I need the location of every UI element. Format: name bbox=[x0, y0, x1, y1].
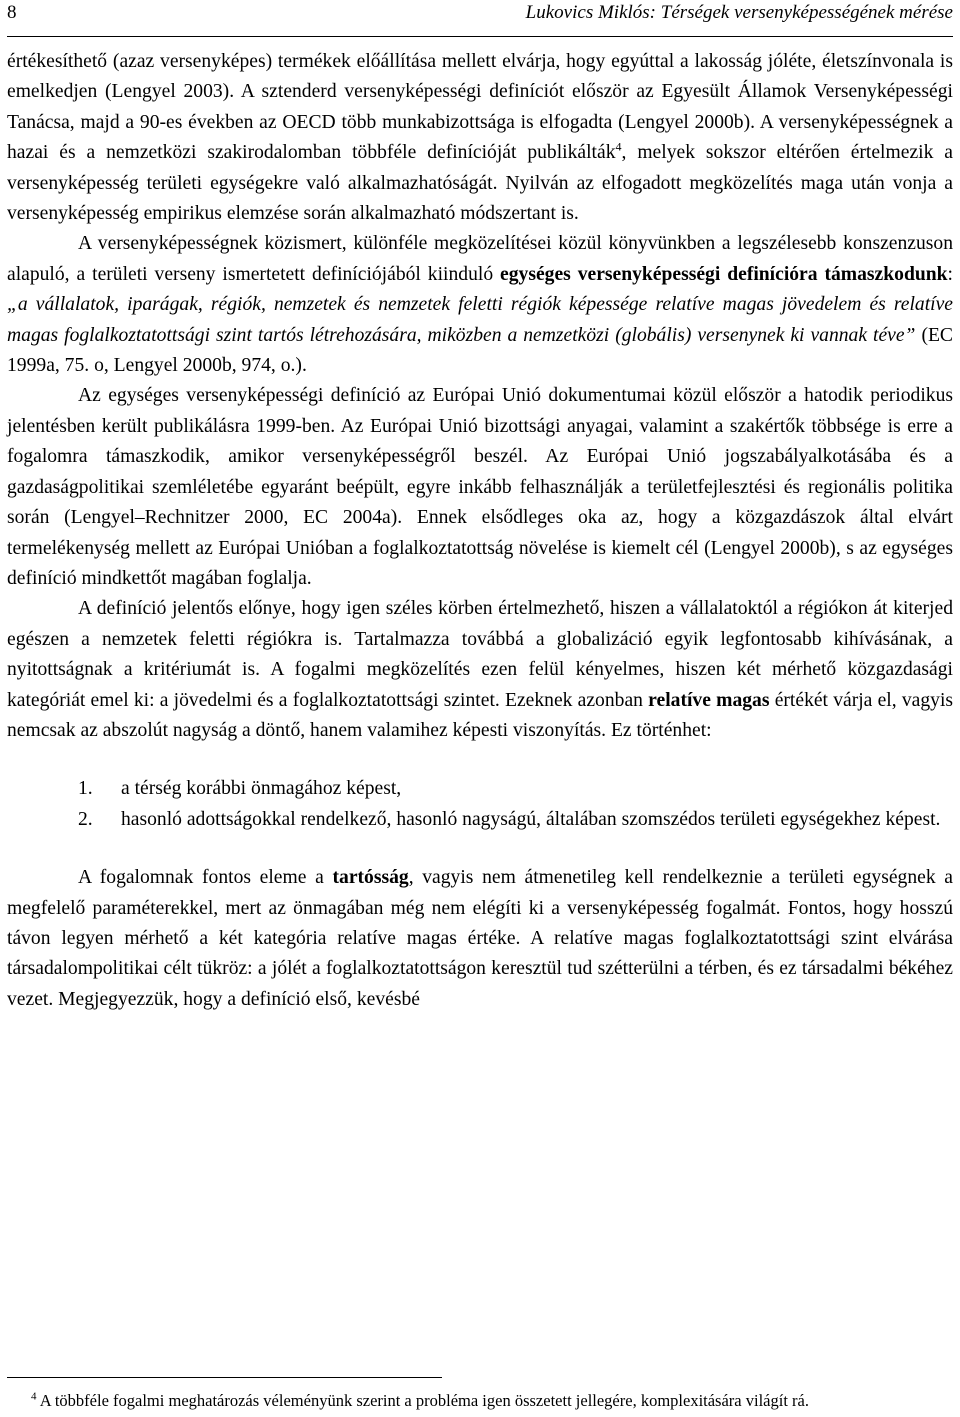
paragraph-1-rest: , melyek sokszor eltérően értelmezik a versenyképesség területi egységekre való alkalmazhatóságát. Nyilván az elfogadott megközelítés maga után vonja a versenyképesség empirikus elemzése során alkalmazható módszertant is. bbox=[7, 142, 953, 225]
paragraph-1 bbox=[7, 47, 953, 229]
page-number: 8 bbox=[7, 2, 17, 23]
paragraph-3: Az egységes versenyképességi definíció az Európai Unió dokumentumai közül először a hatodik periodikus jelentésben került publikálásra 1999-ben. Az Európai Unió bizottsági anyagai, valamint a szakértők többsége is erre a fogalomra támaszkodik, amikor versenyképességről beszél. Az Európai Unió jogszabályalkotásába és a gazdaságpolitikai szemléletébe egyaránt beépült, egyre inkább felhasználják a területfejlesztési és regionális politika során (Lengyel–Rechnitzer 2000, EC 2004a). Ennek elsődleges oka az, hogy a közgazdászok által elvárt termelékenység mellett az Európai Unióban a foglalkoztatottság növelése is kiemelt cél (Lengyel 2000b), s az egységes definíció mindkettőt magában foglalja. bbox=[7, 385, 953, 589]
list-item bbox=[7, 805, 953, 835]
list-item-text: a térség korábbi önmagához képest, bbox=[121, 778, 402, 800]
footnote-ref-4[interactable]: 4 bbox=[615, 139, 622, 154]
list-item-text: hasonló adottságokkal rendelkező, hasonló nagyságú, általában szomszédos területi egységekhez képest. bbox=[121, 808, 941, 830]
footnote-text: A többféle fogalmi meghatározás véleményünk szerint a probléma igen összetett jellegére, komplexitására világít rá. bbox=[39, 1391, 809, 1410]
paragraph-4-rest: értékét várja el, vagyis nemcsak az abszolút nagyság a döntő, hanem valamihez képesti viszonyítás. Ez történhet: bbox=[7, 689, 954, 741]
body-text bbox=[7, 47, 953, 1015]
paragraph-5-bold: tartósság bbox=[332, 867, 409, 889]
paragraph-5-text: A fogalomnak fontos eleme a bbox=[78, 867, 333, 889]
list-item-number: 1. bbox=[78, 778, 93, 800]
page-header bbox=[7, 0, 953, 37]
paragraph-2-citation: (EC 1999a, 75. o, Lengyel 2000b, 974, o.). bbox=[7, 324, 954, 377]
paragraph-4-bold: relatíve magas bbox=[648, 689, 770, 711]
paragraph-4-text: A definíció jelentős előnye, hogy igen széles körben értelmezhető, hiszen a vállalatoktól a régiókon át kiterjed egészen a nemzetek feletti régiókra is. Tartalmazza továbbá a globalizáció egyik legfontosabb kihívásának, a nyitottságnak a kritériumát is. A fogalmi megközelítés ezen felül kényelmes, hiszen két mérhető közgazdasági kategóriát emel ki: a jövedelmi és a foglalkoztatottsági szintet. Ezeknek azonban bbox=[7, 598, 953, 711]
footnote-mark: 4 bbox=[31, 1390, 37, 1403]
paragraph-2-colon: : bbox=[947, 263, 953, 285]
list-item-number: 2. bbox=[78, 808, 93, 830]
paragraph-5-rest: , vagyis nem átmenetileg kell rendelkeznie a területi egységnek a megfelelő paraméterekkel, mert az önmagában még nem elégíti ki a versenyképesség fogalmát. Fontos, hogy hosszú távon legyen mérhető a két kategória relatíve magas értéke. A relatíve magas foglalkoztatottsági szint elvárása társadalompolitikai célt tükröz: a jólét a foglalkoztatottságon keresztül tud szétterülni a térben, és ez társadalmi békéhez vezet. Megjegyezzük, hogy a definíció első, kevésbé bbox=[7, 867, 953, 1010]
definition-quote: „a vállalatok, iparágak, régiók, nemzetek és nemzetek feletti régiók képessége relatíve magas jövedelem és relatíve magas foglalkoztatottsági szint tartós létrehozására, miközben a nemzetközi (globális) versenynek ki vannak téve” bbox=[7, 294, 953, 346]
paragraph-2-text: A versenyképességnek közismert, különféle megközelítései közül könyvünkben a legszélesebb konszenzuson alapuló, a területi verseny ismertetett definíciójából kiinduló bbox=[7, 233, 953, 285]
paragraph-2 bbox=[7, 229, 953, 381]
footnote bbox=[7, 1387, 953, 1414]
list-item bbox=[7, 774, 953, 804]
numbered-list bbox=[7, 774, 953, 835]
paragraph-5 bbox=[7, 863, 953, 1015]
paragraph-1-text: értékesíthető (azaz versenyképes) termékek előállítása mellett elvárja, hogy egyúttal a lakosság jóléte, életszínvonala is emelkedjen (Lengyel 2003). A sztenderd versenyképességi definíciót először az Egyesült Államok Versenyképességi Tanácsa, majd a 90-es években az OECD több munkabizottsága is elfogadta (Lengyel 2000b). A versenyképességnek a hazai és a nemzetközi szakirodalomban többféle definícióját publikálták bbox=[7, 51, 953, 164]
running-title: Lukovics Miklós: Térségek versenyképességének mérése bbox=[525, 2, 953, 23]
paragraph-2-bold: egységes versenyképességi definícióra támaszkodunk bbox=[500, 263, 948, 285]
footnote-divider bbox=[7, 1377, 442, 1378]
paragraph-4 bbox=[7, 594, 953, 746]
